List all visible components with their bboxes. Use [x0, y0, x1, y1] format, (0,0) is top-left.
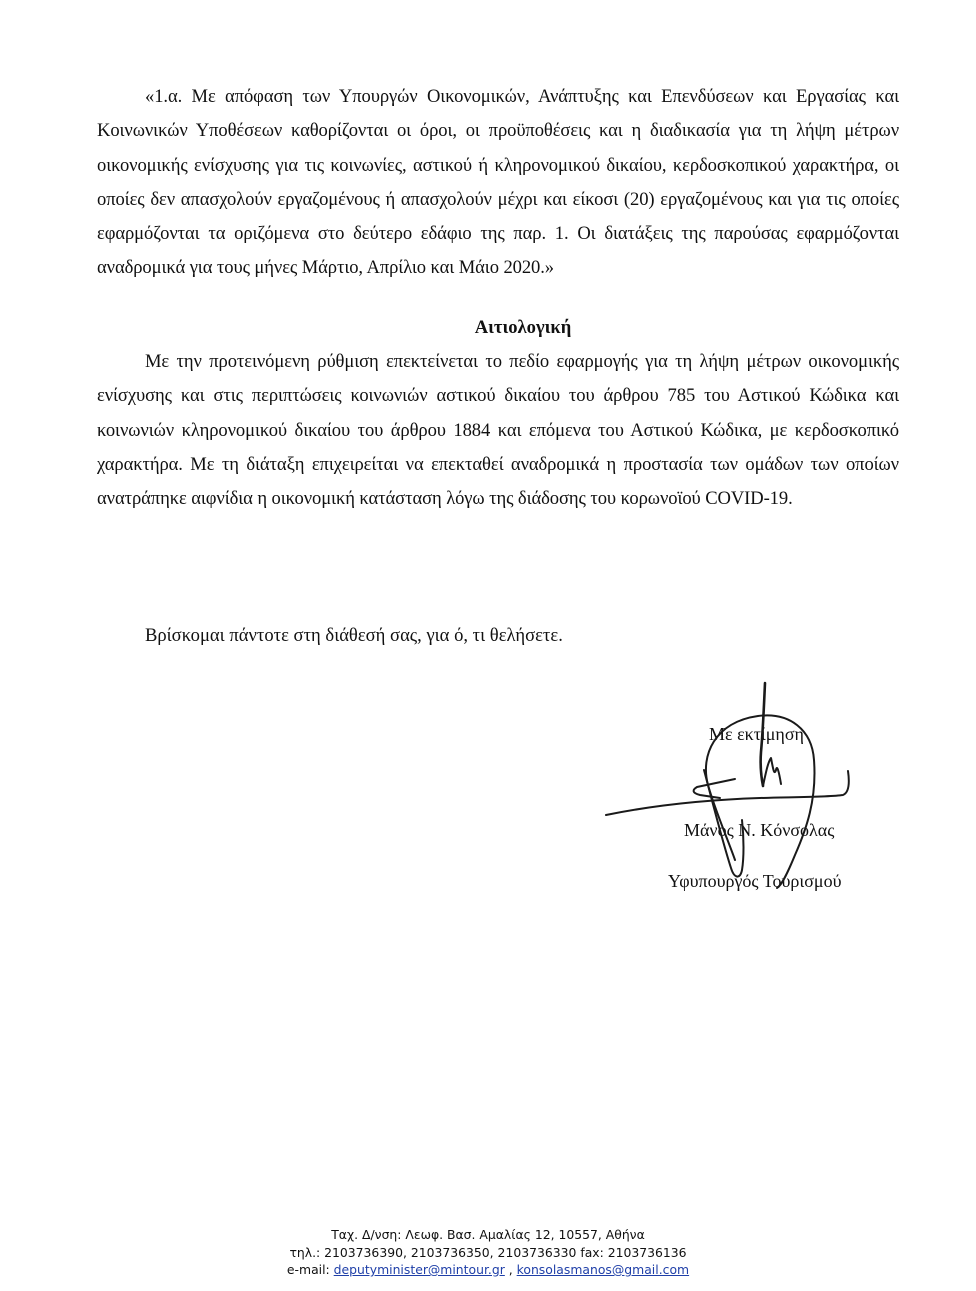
footer-contact [0, 1226, 976, 1279]
footer-address: Ταχ. Δ/νση: Λεωφ. Βασ. Αμαλίας 12, 10557, Αθήνα [331, 1227, 645, 1242]
regards-text: Με εκτίμηση [709, 724, 804, 744]
reasoning-paragraph: Με την προτεινόμενη ρύθμιση επεκτείνεται το πεδίο εφαρμογής για τη λήψη μέτρων οικονομικής ενίσχυσης και στις περιπτώσεις κοινωνιών αστικού δικαίου του άρθρου 785 του Αστικού Κώδικα και κοινωνιών κληρονομικού δικαίου του άρθρου 1884 και επόμενα του Αστικού Κώδικα, με κερδοσκοπικό χαρακτήρα. Με τη διάταξη επιχειρείται να επεκταθεί αναδρομικά η προστασία των ομάδων των οποίων ανατράπηκε αιφνίδια η οικονομική κατάσταση λόγω της διάδοσης του κορωνοϊού COVID-19. [97, 351, 899, 510]
section-heading: Αιτιολογική [474, 317, 572, 338]
footer-email-line [0, 1261, 976, 1279]
email-link-konsolasmanos[interactable]: konsolasmanos@gmail.com [516, 1262, 690, 1277]
closing-line: Βρίσκομαι πάντοτε στη διάθεσή σας, για ό, τι θελήσετε. [145, 625, 563, 646]
signature-squiggle [763, 758, 781, 786]
footer-phones: τηλ.: 2103736390, 2103736350, 2103736330 fax: 2103736136 [289, 1244, 687, 1260]
signature-z-stroke [694, 779, 735, 798]
signer-title: Υφυπουργός Τουρισμού [668, 871, 842, 891]
email-link-deputyminister[interactable]: deputyminister@mintour.gr [333, 1262, 505, 1277]
footer-email-separator: , [504, 1262, 517, 1277]
footer-email-label: e-mail: [286, 1262, 334, 1277]
signer-name: Μάνος Ν. Κόνσολας [684, 820, 835, 840]
quoted-amendment-paragraph: «1.α. Με απόφαση των Υπουργών Οικονομικών, Ανάπτυξης και Επενδύσεων και Εργασίας και Κοινωνικών Υποθέσεων καθορίζονται οι όροι, οι προϋποθέσεις και η διαδικασία για τη λήψη μέτρων οικονομικής ενίσχυσης για τις κοινωνίες, αστικού ή κληρονομικού δικαίου, κερδοσκοπικού χαρακτήρα, οι οποίες δεν απασχολούν εργαζομένους ή απασχολούν μέχρι και είκοσι (20) εργαζομένους και για τις οποίες εφαρμόζονται τα οριζόμενα στο δεύτερο εδάφιο της παρ. 1. Οι διατάξεις της παρούσας εφαρμόζονται αναδρομικά για τους μήνες Μάρτιο, Απρίλιο και Μάιο 2020.» [97, 86, 899, 279]
signature-sweep [606, 771, 849, 815]
